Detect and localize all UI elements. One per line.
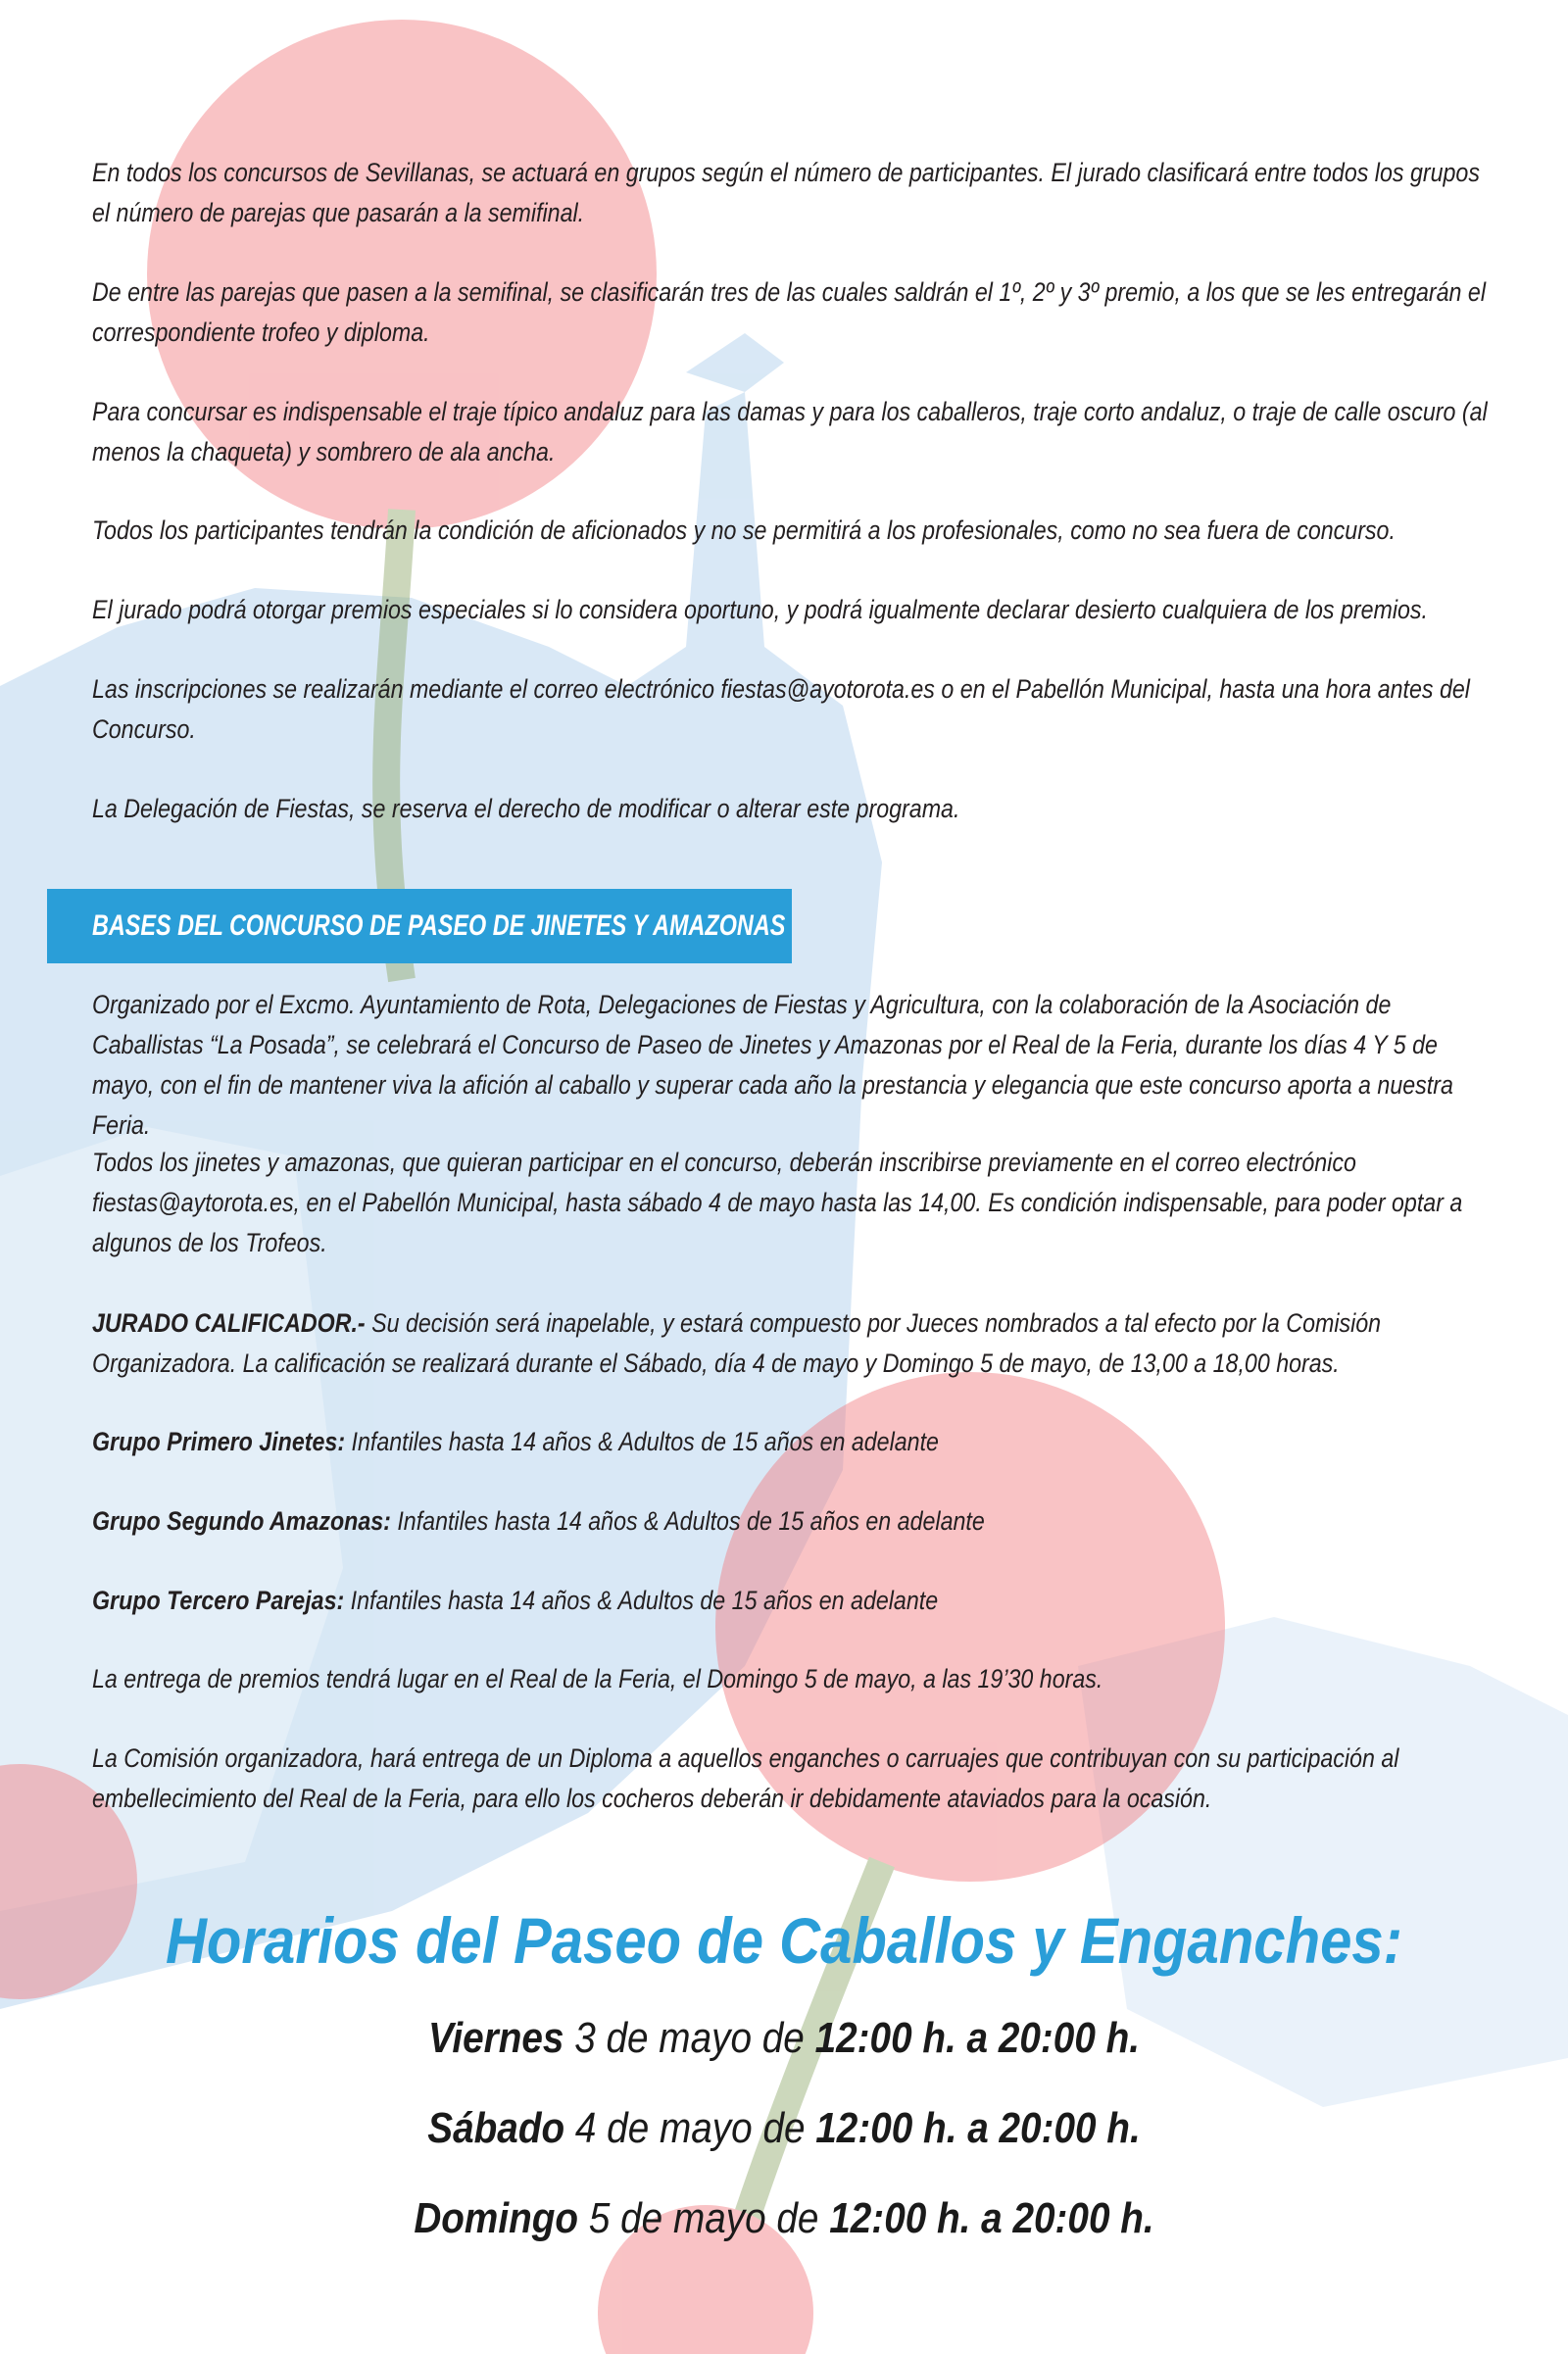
schedule-date: 3 de mayo de (564, 2014, 815, 2062)
paragraph-semifinal: De entre las parejas que pasen a la semifinal, se clasificarán tres de las cuales saldrán el 1º, 2º y 3º premio, a los que se les entregarán el correspondiente trofeo y diploma. (92, 277, 1486, 347)
paragraph-dress-code: Para concursar es indispensable el traje típico andaluz para las damas y para los caballeros, traje corto andaluz, o traje de calle oscuro (al menos la chaqueta) y sombrero de ala ancha. (92, 397, 1488, 466)
paragraph-diploma: La Comisión organizadora, hará entrega de un Diploma a aquellos enganches o carruajes que contribuyan con su participación al embellecimiento del Real de la Feria, para ello los cocheros deberán ir debidamente ataviados para la ocasión. (92, 1743, 1399, 1813)
paragraph-prizes: La entrega de premios tendrá lugar en el Real de la Feria, el Domingo 5 de mayo, a las 19’30 horas. (92, 1664, 1103, 1693)
schedule-date: 4 de mayo de (564, 2104, 816, 2152)
group-two-label: Grupo Segundo Amazonas: (92, 1506, 391, 1536)
schedule-time: 12:00 h. a 20:00 h. (829, 2194, 1154, 2242)
schedule-day: Domingo (414, 2194, 579, 2242)
group-three-text: Infantiles hasta 14 años & Adultos de 15 años en adelante (344, 1586, 939, 1615)
paragraph-organized: Organizado por el Excmo. Ayuntamiento de Rota, Delegaciones de Fiestas y Agricultura, con la colaboración de la Asociación de Caballistas “La Posada”, se celebrará el Concurso de Paseo de Jinetes y Amazonas por el Real de la Feria, durante los días 4 Y 5 de mayo, con el fin de mantener viva la afición al caballo y superar cada año la prestancia y elegancia que este concurso aporta a nuestra Feria. (92, 990, 1453, 1140)
paragraph-amateurs: Todos los participantes tendrán la condición de aficionados y no se permitirá a los profesionales, como no sea fuera de concurso. (92, 515, 1396, 545)
schedule-line-saturday (94, 2101, 1474, 2156)
group-one-line (92, 1422, 1492, 1462)
jury-label: JURADO CALIFICADOR.- (92, 1308, 366, 1338)
schedule-line-friday (94, 2011, 1474, 2066)
group-three-line (92, 1581, 1492, 1621)
group-two-text: Infantiles hasta 14 años & Adultos de 15 años en adelante (390, 1506, 985, 1536)
paragraph-jury (92, 1303, 1492, 1384)
schedule-day: Viernes (427, 2014, 564, 2062)
schedule-date: 5 de mayo de (578, 2194, 830, 2242)
paragraph-reservation: La Delegación de Fiestas, se reserva el derecho de modificar o alterar este programa. (92, 794, 960, 823)
group-two-line (92, 1501, 1492, 1542)
paragraph-inscriptions: Las inscripciones se realizarán mediante el correo electrónico fiestas@ayotorota.es o en el Pabellón Municipal, hasta una hora antes del Concurso. (92, 674, 1470, 744)
jury-text: Su decisión será inapelable, y estará compuesto por Jueces nombrados a tal efecto por la Comisión Organizadora. La calificación se realizará durante el Sábado, día 4 de mayo y Domingo 5 de mayo, de 13,00 a 18,00 horas. (92, 1308, 1382, 1378)
group-one-label: Grupo Primero Jinetes: (92, 1427, 346, 1456)
schedule-line-sunday (94, 2191, 1474, 2246)
section-title: BASES DEL CONCURSO DE PASEO DE JINETES Y AMAZONAS (92, 909, 786, 942)
group-one-text: Infantiles hasta 14 años & Adultos de 15 años en adelante (345, 1427, 939, 1456)
paragraph-special-prizes: El jurado podrá otorgar premios especiales si lo considera oportuno, y podrá igualmente declarar desierto cualquiera de los premios. (92, 595, 1429, 624)
schedule-time: 12:00 h. a 20:00 h. (814, 2014, 1141, 2062)
group-three-label: Grupo Tercero Parejas: (92, 1586, 345, 1615)
paragraph-riders-inscription: Todos los jinetes y amazonas, que quieran participar en el concurso, deberán inscribirse previamente en el correo electrónico fiestas@aytorota.es, en el Pabellón Municipal, hasta sábado 4 de mayo hasta las 14,00. Es condición indispensable, para poder optar a algunos de los Trofeos. (92, 1148, 1463, 1257)
paragraph-groups: En todos los concursos de Sevillanas, se actuará en grupos según el número de participantes. El jurado clasificará entre todos los grupos el número de parejas que pasarán a la semifinal. (92, 158, 1480, 227)
schedule-time: 12:00 h. a 20:00 h. (815, 2104, 1141, 2152)
schedule-title: Horarios del Paseo de Caballos y Enganches: (165, 1904, 1403, 1977)
schedule-day: Sábado (427, 2104, 565, 2152)
